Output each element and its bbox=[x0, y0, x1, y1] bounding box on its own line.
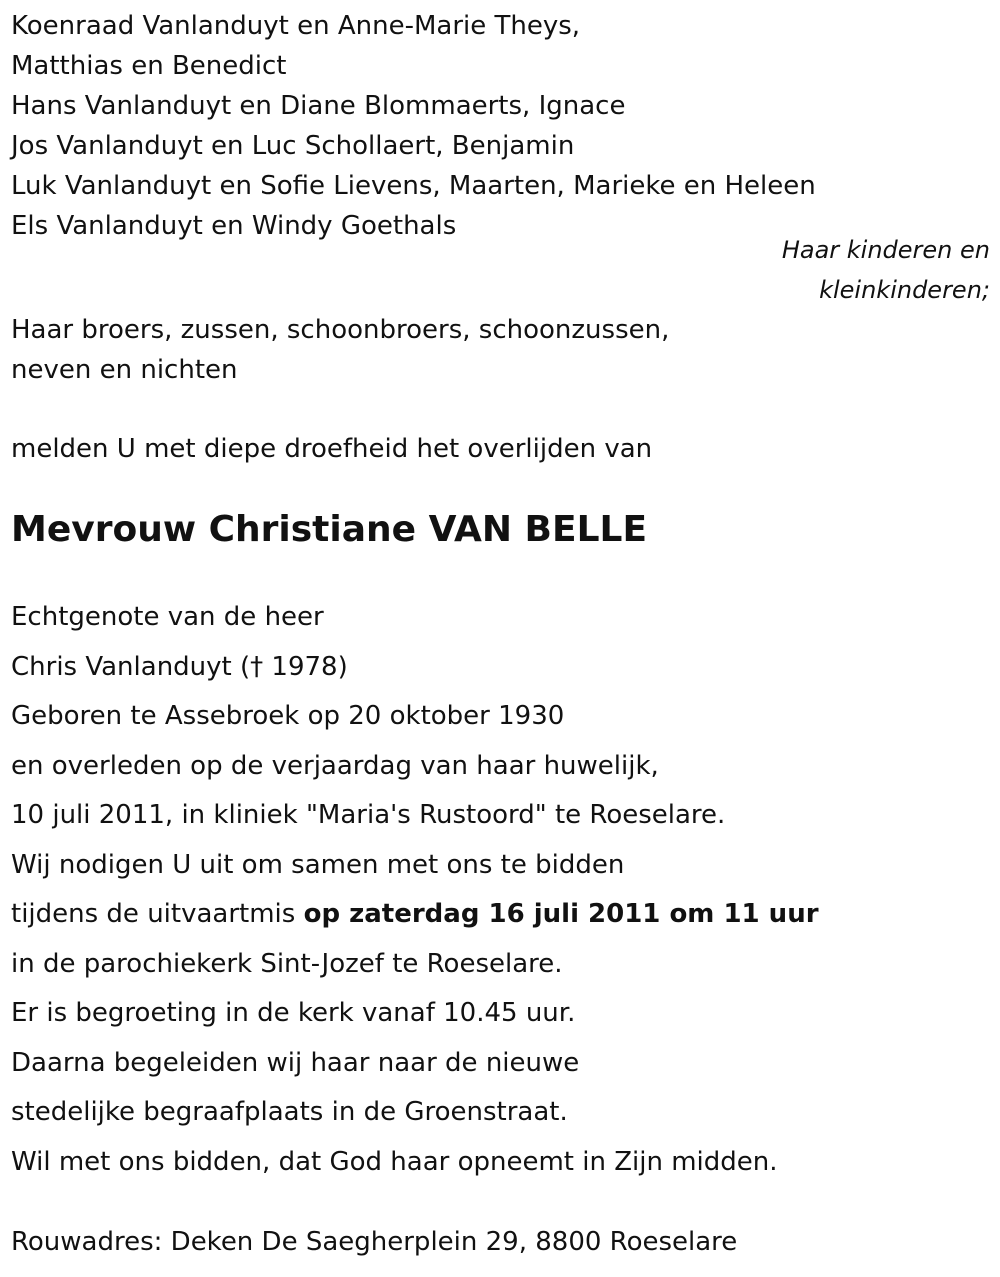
mourning-address: Rouwadres: Deken De Saegherplein 29, 8800 Roeselare bbox=[11, 1227, 738, 1257]
siblings-line-1: Haar broers, zussen, schoonbroers, schoonzussen, bbox=[11, 315, 670, 345]
detail-line-10: Daarna begeleiden wij haar naar de nieuwe bbox=[11, 1048, 580, 1078]
announcement-text: melden U met diepe droefheid het overlijden van bbox=[11, 434, 653, 464]
detail-line-12: Wil met ons bidden, dat God haar opneemt in Zijn midden. bbox=[11, 1147, 778, 1177]
detail-line-11: stedelijke begraafplaats in de Groenstraat. bbox=[11, 1097, 568, 1127]
children-signature-line-1: Haar kinderen en bbox=[781, 236, 990, 264]
detail-line-1: Echtgenote van de heer bbox=[11, 602, 324, 632]
siblings-line-2: neven en nichten bbox=[11, 355, 238, 385]
detail-line-2 bbox=[11, 654, 348, 680]
deceased-name: Mevrouw Christiane VAN BELLE bbox=[11, 509, 648, 550]
detail-line-6: Wij nodigen U uit om samen met ons te bidden bbox=[11, 850, 625, 880]
detail-line-3: Geboren te Assebroek op 20 oktober 1930 bbox=[11, 701, 565, 731]
detail-line-8: in de parochiekerk Sint-Jozef te Roeselare. bbox=[11, 949, 563, 979]
funeral-intro: tijdens de uitvaartmis bbox=[11, 899, 304, 929]
family-line-6: Els Vanlanduyt en Windy Goethals bbox=[11, 211, 457, 241]
cross-icon: † bbox=[250, 652, 264, 682]
family-line-4: Jos Vanlanduyt en Luc Schollaert, Benjamin bbox=[11, 131, 575, 161]
family-line-2: Matthias en Benedict bbox=[11, 51, 287, 81]
detail-line-9: Er is begroeting in de kerk vanaf 10.45 uur. bbox=[11, 998, 576, 1028]
detail-line-5: 10 juli 2011, in kliniek "Maria's Rustoord" te Roeselare. bbox=[11, 800, 726, 830]
spouse-death-year: 1978) bbox=[263, 652, 348, 682]
detail-line-7 bbox=[11, 901, 819, 927]
children-signature-line-2: kleinkinderen; bbox=[819, 276, 990, 304]
detail-line-4: en overleden op de verjaardag van haar huwelijk, bbox=[11, 751, 659, 781]
family-line-3: Hans Vanlanduyt en Diane Blommaerts, Ignace bbox=[11, 91, 626, 121]
family-line-5: Luk Vanlanduyt en Sofie Lievens, Maarten, Marieke en Heleen bbox=[11, 171, 816, 201]
family-line-1: Koenraad Vanlanduyt en Anne-Marie Theys, bbox=[11, 11, 581, 41]
funeral-date: op zaterdag 16 juli 2011 om 11 uur bbox=[303, 899, 819, 929]
spouse-name: Chris Vanlanduyt ( bbox=[11, 652, 251, 682]
